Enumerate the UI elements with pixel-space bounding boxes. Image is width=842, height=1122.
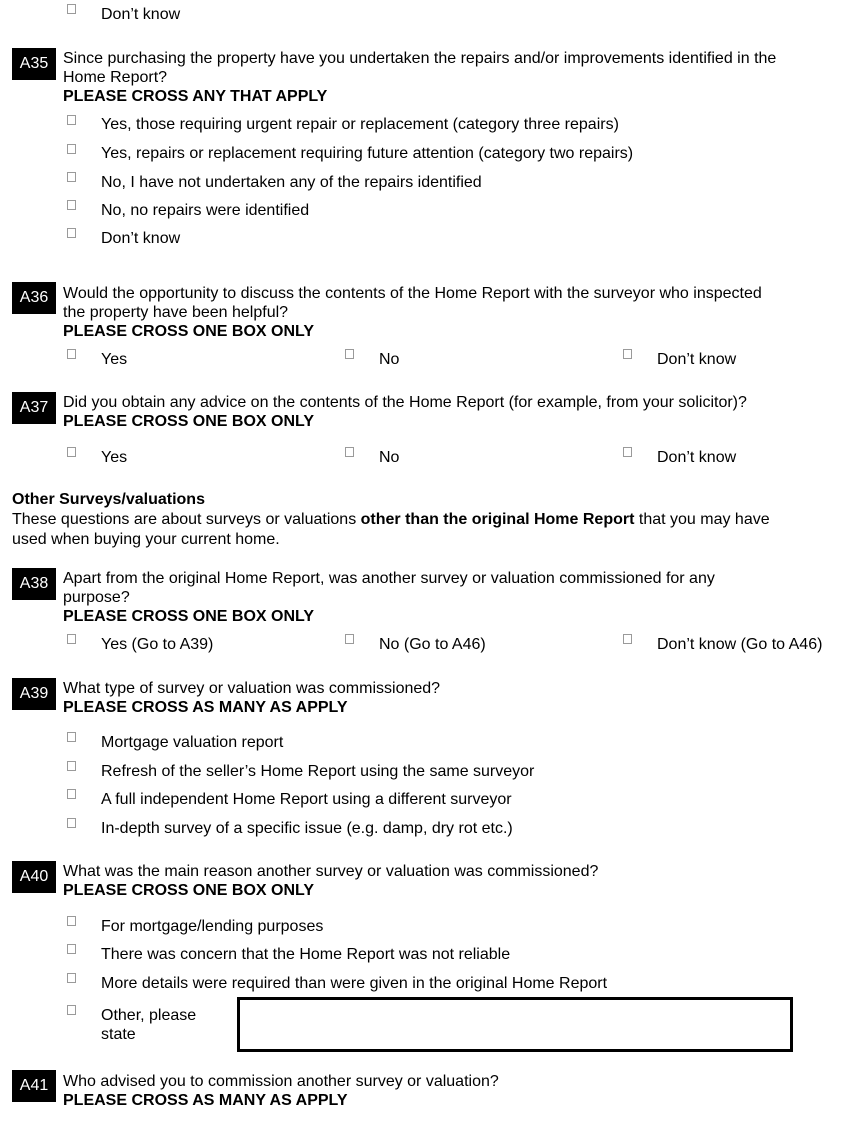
a36-no-checkbox[interactable] (345, 349, 354, 359)
instruction-a37: PLEASE CROSS ONE BOX ONLY (63, 413, 315, 430)
a38-dont-know-checkbox[interactable] (623, 634, 632, 644)
a38-no-label: No (Go to A46) (379, 636, 486, 653)
question-number-a36: A36 (12, 282, 56, 314)
question-a40-text: What was the main reason another survey or valuation was commissioned? (63, 863, 599, 880)
instruction-a40: PLEASE CROSS ONE BOX ONLY (63, 882, 315, 899)
a36-yes-label: Yes (101, 351, 128, 368)
a40-option-3-checkbox[interactable] (67, 973, 76, 983)
dont-know-checkbox[interactable] (67, 4, 76, 14)
question-number-a41: A41 (12, 1070, 56, 1102)
a36-yes-checkbox[interactable] (67, 349, 76, 359)
question-a36 (63, 284, 783, 341)
a39-option-4-checkbox[interactable] (67, 818, 76, 828)
a36-dont-know-checkbox[interactable] (623, 349, 632, 359)
a40-option-2-label: There was concern that the Home Report was not reliable (101, 946, 511, 963)
option-label: Don’t know (101, 6, 181, 23)
a37-dont-know-label: Don’t know (657, 449, 737, 466)
a40-other-text-field[interactable] (240, 1000, 790, 1049)
a37-no-label: No (379, 449, 400, 466)
a38-yes-label: Yes (Go to A39) (101, 636, 214, 653)
section-intro-emphasis: other than the original Home Report (360, 511, 635, 528)
a40-other-checkbox[interactable] (67, 1005, 76, 1015)
a39-option-2-label: Refresh of the seller’s Home Report using the same surveyor (101, 763, 535, 780)
question-a38-text: Apart from the original Home Report, was another survey or valuation commissioned for any purpose? (63, 570, 715, 606)
section-intro-text-end: that you may have used when buying your current home. (12, 511, 770, 548)
question-number-a37: A37 (12, 392, 56, 424)
instruction-a39: PLEASE CROSS AS MANY AS APPLY (63, 699, 348, 716)
question-a36-text: Would the opportunity to discuss the contents of the Home Report with the surveyor who inspected the property have been helpful? (63, 285, 762, 321)
a35-option-4-checkbox[interactable] (67, 200, 76, 210)
a37-no-checkbox[interactable] (345, 447, 354, 457)
question-number-a39: A39 (12, 678, 56, 710)
a37-yes-checkbox[interactable] (67, 447, 76, 457)
a40-option-3-label: More details were required than were given in the original Home Report (101, 975, 608, 992)
question-number-a38: A38 (12, 568, 56, 600)
question-a37-text: Did you obtain any advice on the contents of the Home Report (for example, from your solicitor)? (63, 394, 747, 411)
question-a41 (63, 1072, 783, 1110)
question-number-a35: A35 (12, 48, 56, 80)
instruction-a38: PLEASE CROSS ONE BOX ONLY (63, 608, 315, 625)
a35-option-3-label: No, I have not undertaken any of the repairs identified (101, 174, 482, 191)
a39-option-2-checkbox[interactable] (67, 761, 76, 771)
instruction-a35: PLEASE CROSS ANY THAT APPLY (63, 88, 328, 105)
a35-option-5-label: Don’t know (101, 230, 181, 247)
a35-option-2-checkbox[interactable] (67, 144, 76, 154)
a36-no-label: No (379, 351, 400, 368)
a35-option-5-checkbox[interactable] (67, 228, 76, 238)
instruction-a41: PLEASE CROSS AS MANY AS APPLY (63, 1092, 348, 1109)
a37-yes-label: Yes (101, 449, 128, 466)
a38-no-checkbox[interactable] (345, 634, 354, 644)
question-a41-text: Who advised you to commission another survey or valuation? (63, 1073, 499, 1090)
a39-option-3-label: A full independent Home Report using a different surveyor (101, 791, 512, 808)
section-intro-text: These questions are about surveys or valuations (12, 511, 361, 528)
question-a39-text: What type of survey or valuation was commissioned? (63, 680, 441, 697)
a40-other-text-box (237, 997, 793, 1052)
question-a39 (63, 679, 783, 717)
question-a35 (63, 49, 783, 106)
a40-option-1-label: For mortgage/lending purposes (101, 918, 324, 935)
a40-other-label-line2: state (101, 1026, 136, 1043)
a38-dont-know-label: Don’t know (Go to A46) (657, 636, 823, 653)
a40-other-label-line1: Other, please (101, 1007, 197, 1024)
a35-option-1-checkbox[interactable] (67, 115, 76, 125)
a35-option-1-label: Yes, those requiring urgent repair or replacement (category three repairs) (101, 116, 619, 133)
question-a37 (63, 393, 783, 431)
a39-option-3-checkbox[interactable] (67, 789, 76, 799)
a40-option-1-checkbox[interactable] (67, 916, 76, 926)
a39-option-1-label: Mortgage valuation report (101, 734, 284, 751)
a39-option-4-label: In-depth survey of a specific issue (e.g. damp, dry rot etc.) (101, 820, 513, 837)
question-a35-text: Since purchasing the property have you undertaken the repairs and/or improvements identified in the Home Report? (63, 50, 777, 86)
instruction-a36: PLEASE CROSS ONE BOX ONLY (63, 323, 315, 340)
a38-yes-checkbox[interactable] (67, 634, 76, 644)
a36-dont-know-label: Don’t know (657, 351, 737, 368)
question-a38 (63, 569, 783, 626)
a35-option-3-checkbox[interactable] (67, 172, 76, 182)
question-a40 (63, 862, 783, 900)
a40-option-2-checkbox[interactable] (67, 944, 76, 954)
section-title: Other Surveys/valuations (12, 491, 205, 508)
section-intro (12, 510, 792, 550)
a39-option-1-checkbox[interactable] (67, 732, 76, 742)
a37-dont-know-checkbox[interactable] (623, 447, 632, 457)
a35-option-4-label: No, no repairs were identified (101, 202, 310, 219)
a35-option-2-label: Yes, repairs or replacement requiring future attention (category two repairs) (101, 145, 634, 162)
question-number-a40: A40 (12, 861, 56, 893)
